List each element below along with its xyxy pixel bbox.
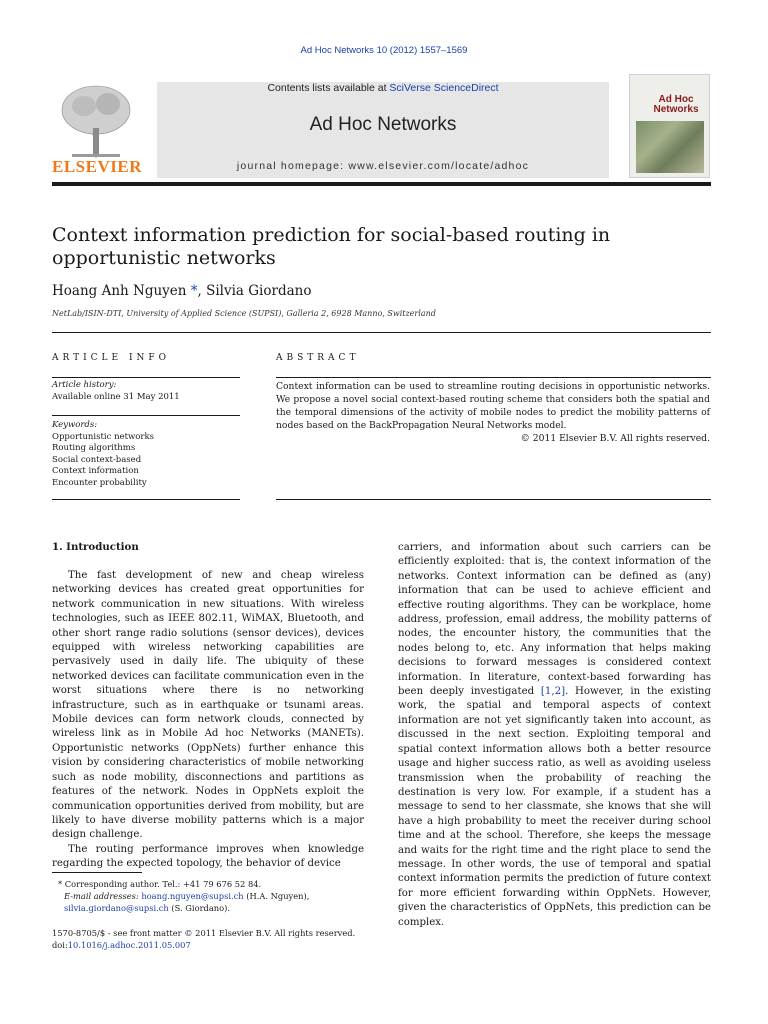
email-link[interactable]: silvia.giordano@supsi.ch <box>64 903 169 913</box>
email-label: E-mail addresses: <box>64 891 142 901</box>
authors <box>52 283 311 299</box>
keyword: Social context-based <box>52 454 142 465</box>
journal-homepage[interactable]: journal homepage: www.elsevier.com/locate/adhoc <box>236 160 530 172</box>
paragraph: The routing performance improves when knowledge regarding the expected topology, the behavior of device <box>52 843 364 870</box>
paragraph-text: . However, in the existing work, the spatial and temporal aspects of context information are not yet significantly taken into account, as discussed in the next section. Exploiting temporal and spatial context information allows both a better resource usage and higher success ratio, as well as avoiding useless transmission when the probability of reaching the destination is very low. For example, if a student has a message to send to her classmate, she knows that she will have a high probability to meet the receiver during school time and at the school. Therefore, she keeps the message and waits for the right time and the right place to send the message. In other words, the use of temporal and spatial context information permits the prediction of future context for more efficient forwarding within OppNets. However, given the characteristics of OppNets, this prediction can be complex. <box>398 686 711 928</box>
journal-reference[interactable]: Ad Hoc Networks 10 (2012) 1557–1569 <box>300 45 468 56</box>
article-info-label: ARTICLE INFO <box>52 353 171 363</box>
publication-info <box>52 927 392 951</box>
paragraph: The fast development of new and cheap wireless networking devices has created great opportunities for network communication in new situations. With wireless technologies, such as IEEE 802.11, WiMAX, Bluetooth, and other short range radio solutions (sensor devices), devices equipped with wireless networking capabilities are pervasively used in daily life. The ubiquity of these networked devices can facilitate communication even in the worst situations where there is no networking infrastructure, such as in earthquake or tsunami areas. Mobile devices can form network clouds, connected by wireless link as in Mobile Ad hoc Networks (MANETs). Opportunistic networks (OppNets) further enhance this vision by considering characteristics of mobile networking such as node mobility, disconnections and partitions as features of the network. Nodes in OppNets exploit the communication opportunities derived from mobility, but are likely to have diverse mobility patterns which is a major design challenge. <box>52 570 364 841</box>
affiliation: NetLab/ISIN-DTI, University of Applied Science (SUPSI), Galleria 2, 6928 Manno, Switzerland <box>52 309 436 318</box>
article-history-value: Available online 31 May 2011 <box>52 391 180 402</box>
abstract-rule <box>276 377 711 378</box>
keyword: Opportunistic networks <box>52 431 154 442</box>
email-owner: (S. Giordano). <box>168 903 231 913</box>
keyword: Encounter probability <box>52 477 147 488</box>
left-column <box>52 569 364 872</box>
article-history <box>52 380 180 403</box>
keyword: Context information <box>52 466 139 476</box>
article-title: Context information prediction for social-based routing in opportunistic networks <box>52 224 611 269</box>
citation-link[interactable]: [1,2] <box>540 686 566 698</box>
keywords-block <box>52 420 154 489</box>
contents-prefix: Contents lists available at <box>267 82 390 94</box>
journal-name: Ad Hoc Networks <box>309 114 457 135</box>
keywords-rule <box>52 415 240 416</box>
article-history-label: Article history: <box>52 380 117 390</box>
title-rule <box>52 332 711 333</box>
article-info-bottom-rule <box>52 499 240 500</box>
sciencedirect-link[interactable]: SciVerse ScienceDirect <box>389 82 499 94</box>
corresponding-author-marker[interactable]: * <box>190 283 198 299</box>
abstract-label: ABSTRACT <box>276 353 360 363</box>
paragraph-text: carriers, and information about such carriers can be efficiently exploited: that is, the context information of the networks. Context information can be defined as (any) information that can be used to achieve efficient and effective routing algorithms. They can be workplace, home address, profession, email address, the mobility patterns of nodes, the encounter history, the communities that the nodes belong to, etc. Any information that helps making decisions to forward messages is considered context information. In literature, context-based forwarding has been deeply investigated <box>398 542 711 698</box>
journal-cover-thumbnail <box>629 74 710 178</box>
cover-title: Ad Hoc Networks <box>653 94 699 115</box>
doi-line <box>52 939 392 951</box>
footnotes <box>52 878 364 914</box>
email-link[interactable]: hoang.nguyen@supsi.ch <box>141 891 244 901</box>
issn-line: 1570-8705/$ - see front matter © 2011 Elsevier B.V. All rights reserved. <box>52 928 356 938</box>
email-line <box>52 890 364 914</box>
right-column <box>398 541 711 930</box>
contents-line <box>157 82 609 94</box>
doi-link[interactable]: 10.1016/j.adhoc.2011.05.007 <box>67 940 191 950</box>
corresponding-author-note: * Corresponding author. Tel.: +41 79 676 52 84. <box>58 879 262 889</box>
keywords-label: Keywords: <box>52 420 98 430</box>
keyword: Routing algorithms <box>52 443 136 453</box>
elsevier-wordmark: ELSEVIER <box>52 157 142 176</box>
email-owner: (H.A. Nguyen), <box>243 891 310 901</box>
article-info-rule <box>52 377 240 378</box>
abstract-bottom-rule <box>276 499 711 500</box>
author-secondary: , Silvia Giordano <box>197 283 312 299</box>
section-heading-introduction: 1. Introduction <box>52 541 139 553</box>
header-rule <box>52 182 711 186</box>
paragraph <box>398 541 711 930</box>
author-primary: Hoang Anh Nguyen <box>52 283 187 299</box>
cover-image <box>636 121 704 173</box>
footnote-rule <box>52 872 142 873</box>
abstract-copyright: © 2011 Elsevier B.V. All rights reserved. <box>520 433 710 444</box>
doi-label: doi: <box>52 940 68 950</box>
abstract-text: Context information can be used to streamline routing decisions in opportunistic networks. We propose a novel social context-based routing scheme that considers both the spatial and the temporal dimensions of the activity of mobile nodes to predict the mobility patterns of nodes based on the BackPropagation Neural Networks model. <box>276 381 710 431</box>
